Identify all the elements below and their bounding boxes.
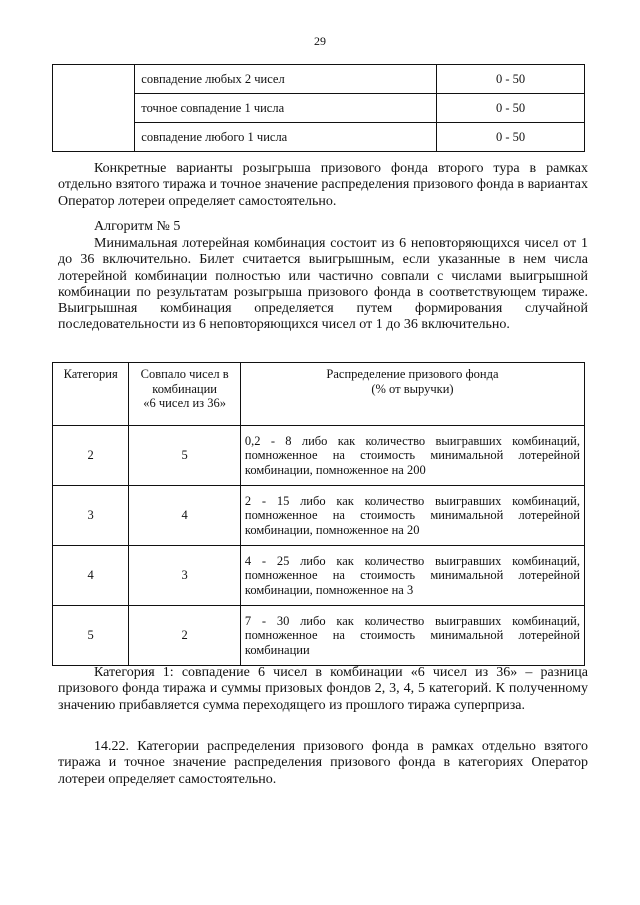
cell-distribution: 4 - 25 либо как количество выигравших комбинаций, помноженное на стоимость минимальной лотерейной комбинации, помноженное на 3 [240,546,584,606]
algorithm-title: Алгоритм № 5 [94,219,181,234]
cell-matched: 4 [129,486,241,546]
prize-distribution-table [52,362,585,666]
cell-distribution: 2 - 15 либо как количество выигравших комбинаций, помноженное на стоимость минимальной лотерейной комбинации, помноженное на 20 [240,486,584,546]
header-matched-line: «6 чисел из 36» [143,396,226,410]
paragraph-category-1: Категория 1: совпадение 6 чисел в комбинации «6 чисел из 36» – разница призового фонда тиража и суммы призовых фондов 2, 3, 4, 5 категорий. К полученному значению прибавляется сумма переходящего из прошлого тиража суперприза. [58,665,588,713]
header-category: Категория [53,363,129,426]
table-cell-value: 0 - 50 [437,94,585,123]
cell-category: 2 [53,426,129,486]
cell-matched: 5 [129,426,241,486]
cell-category: 4 [53,546,129,606]
paragraph-algorithm-description: Минимальная лотерейная комбинация состоит из 6 неповторяющихся чисел от 1 до 36 включительно. Билет считается выигрышным, если указанные в нем числа лотерейной комбинации полностью или частично совпали с числами выигрышной комбинации по результатам розыгрыша призового фонда в соответствующем тираже. Выигрышная комбинация определяется путем формирования случайной последовательности из 6 неповторяющихся чисел от 1 до 36 включительно. [58,236,588,333]
table-cell-label: совпадение любых 2 чисел [135,65,437,94]
header-matched [129,363,241,426]
header-matched-line: Совпало чисел в [140,367,229,381]
table-cell-label: точное совпадение 1 числа [135,94,437,123]
empty-cell [53,65,135,152]
cell-distribution: 0,2 - 8 либо как количество выигравших комбинаций, помноженное на стоимость минимальной лотерейной комбинации, помноженное на 200 [240,426,584,486]
table-cell-value: 0 - 50 [437,123,585,152]
header-distribution-line: Распределение призового фонда [326,367,499,381]
paragraph-14-22: 14.22. Категории распределения призового фонда в рамках отдельно взятого тиража и точное значение распределения призового фонда в категориях Оператор лотереи определяет самостоятельно. [58,739,588,787]
header-distribution-line: (% от выручки) [371,381,454,396]
page-number: 29 [314,34,326,48]
paragraph-prize-variants: Конкретные варианты розыгрыша призового фонда второго тура в рамках отдельно взятого тиража и точное значение распределения призового фонда в вариантах Оператор лотереи определяет самостоятельно. [58,161,588,209]
table-cell-value: 0 - 50 [437,65,585,94]
top-table [52,64,585,152]
cell-matched: 2 [129,606,241,666]
cell-matched: 3 [129,546,241,606]
header-distribution [240,363,584,426]
cell-distribution: 7 - 30 либо как количество выигравших комбинаций, помноженное на стоимость минимальной лотерейной комбинации [240,606,584,666]
table-row [53,606,585,666]
table-row [53,426,585,486]
table-row [53,486,585,546]
header-matched-line: комбинации [152,381,217,396]
cell-category: 3 [53,486,129,546]
table-row [53,546,585,606]
table-cell-label: совпадение любого 1 числа [135,123,437,152]
cell-category: 5 [53,606,129,666]
table-header-row [53,363,585,426]
table-row [53,65,585,94]
